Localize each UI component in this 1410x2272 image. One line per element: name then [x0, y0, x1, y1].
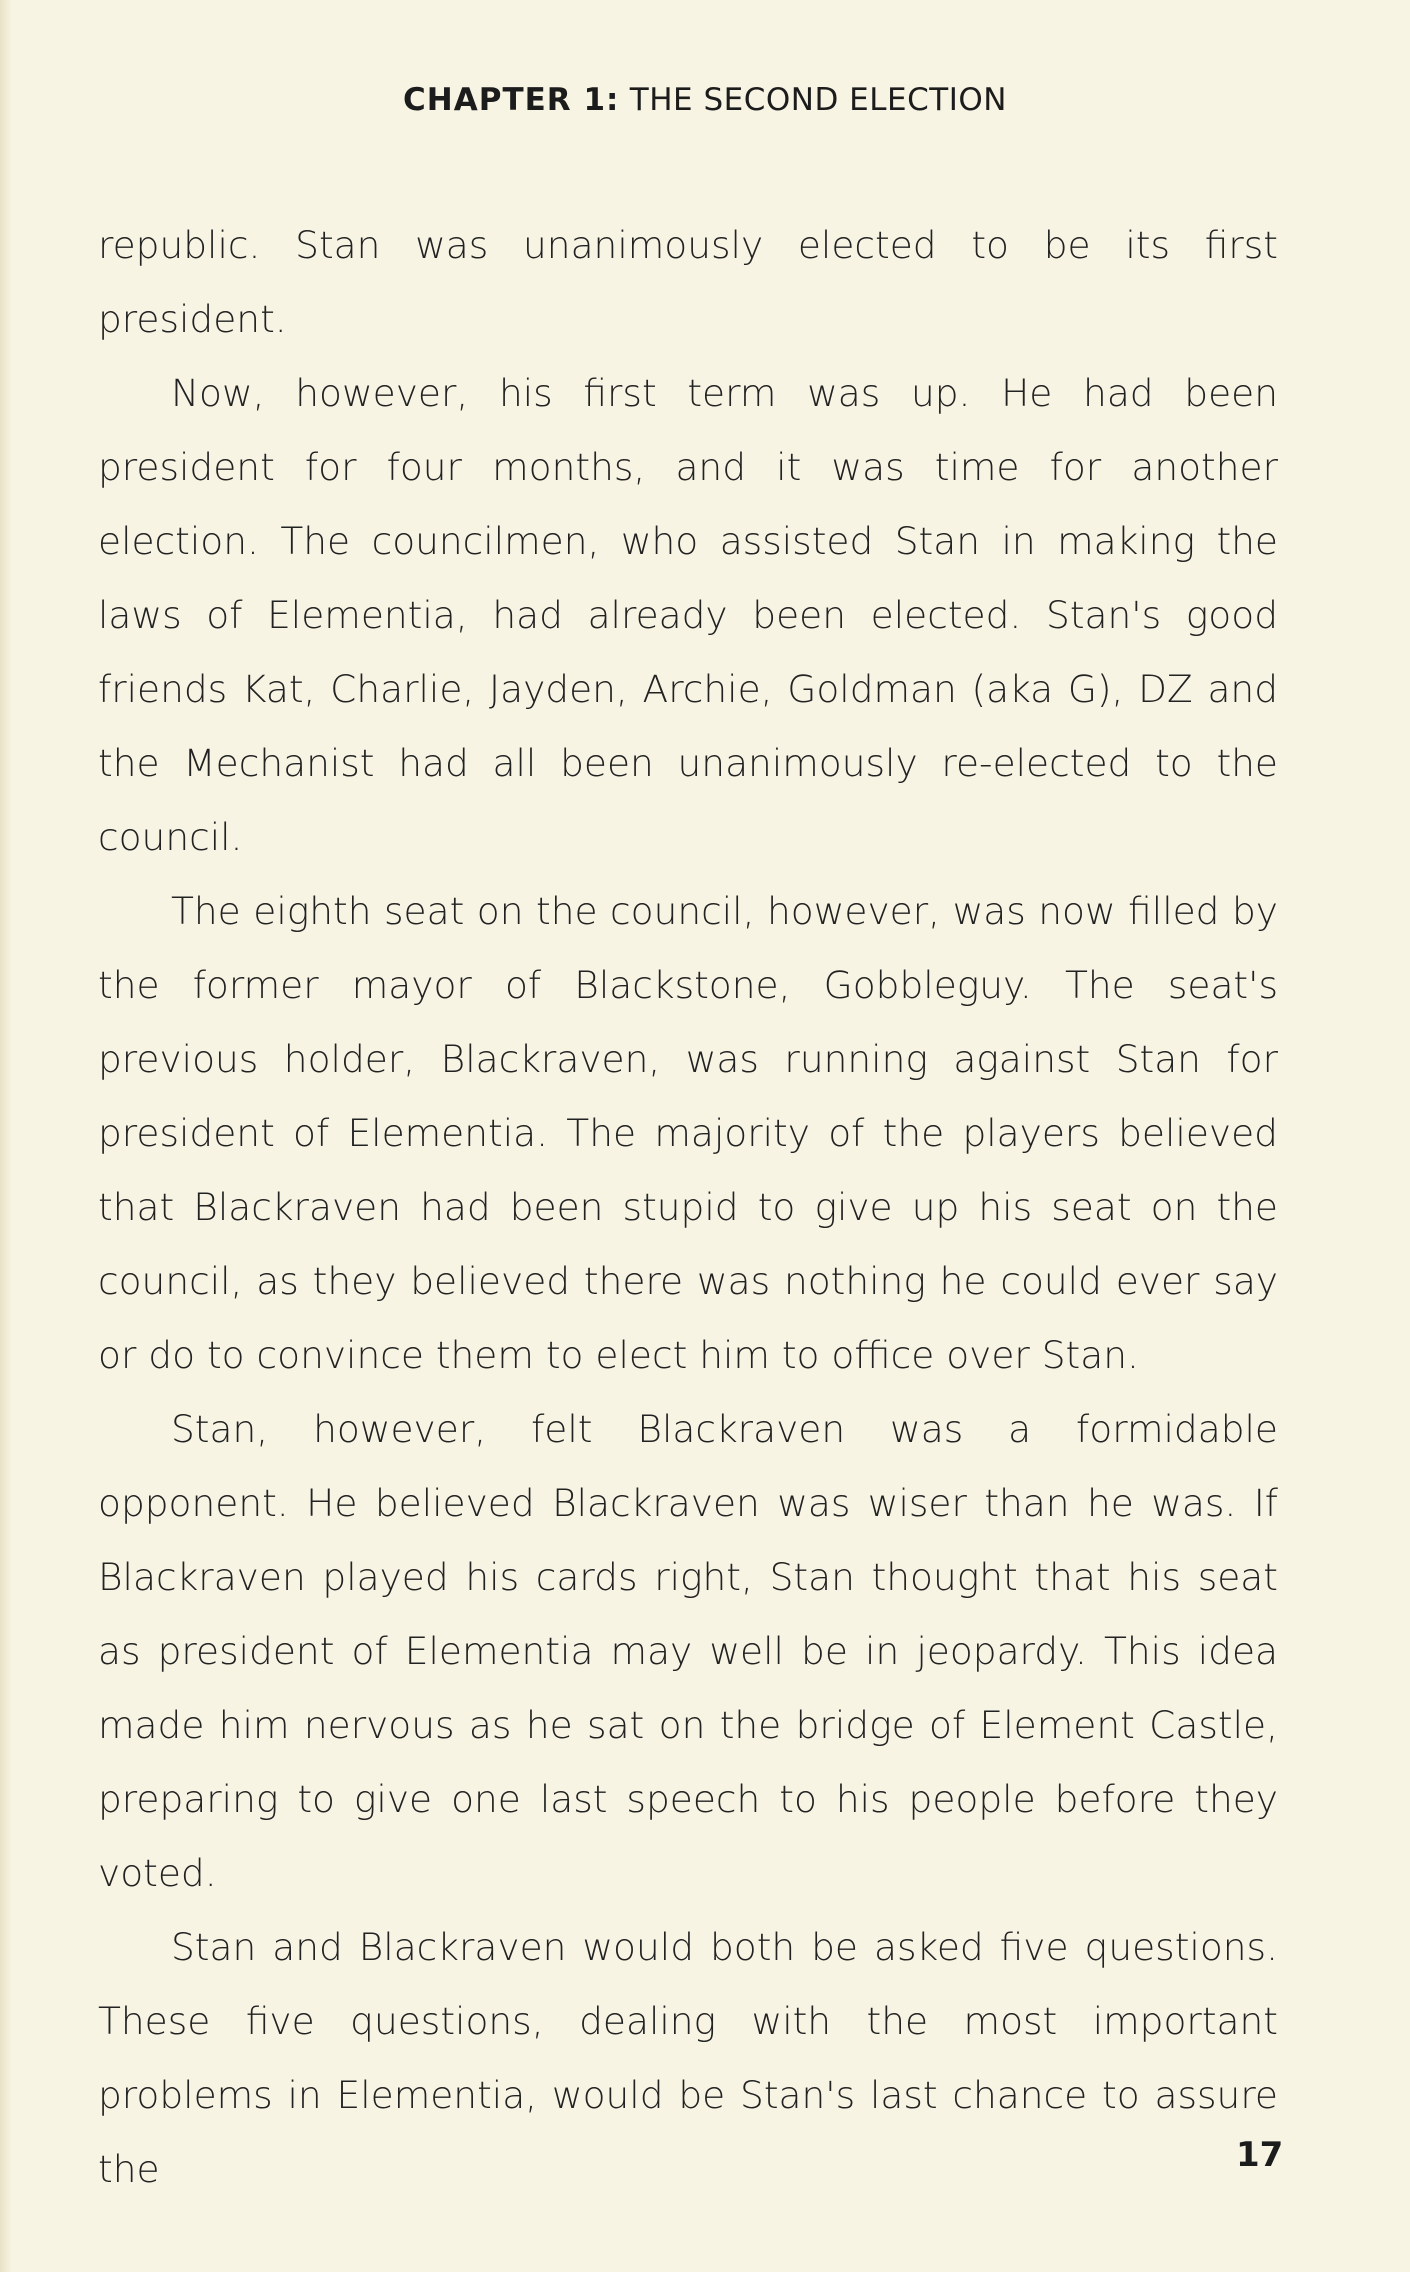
- chapter-label: CHAPTER 1:: [403, 82, 620, 118]
- running-header: [0, 82, 1410, 118]
- page-edge: [0, 0, 12, 2272]
- paragraph: Stan and Blackraven would both be asked five questions. These five questions, dealing with the most important problems in Elementia, would be Stan's last chance to assure the: [98, 1925, 1278, 2191]
- page-number: 17: [1236, 2135, 1284, 2175]
- paragraph: Stan, however, felt Blackraven was a formidable opponent. He believed Blackraven was wiser than he was. If Blackraven played his cards right, Stan thought that his seat as president of Elementia may well be in jeopardy. This idea made him nervous as he sat on the bridge of Element Castle, preparing to give one last speech to his people before they voted.: [98, 1407, 1278, 1895]
- body-text: [98, 208, 1278, 2206]
- paragraph: The eighth seat on the council, however, was now filled by the former mayor of Blackstone, Gobbleguy. The seat's previous holder, Blackraven, was running against Stan for president of Elementia. The majority of the players believed that Blackraven had been stupid to give up his seat on the council, as they believed there was nothing he could ever say or do to convince them to elect him to office over Stan.: [98, 889, 1278, 1377]
- chapter-title: THE SECOND ELECTION: [629, 82, 1007, 118]
- paragraph: Now, however, his first term was up. He had been president for four months, and it was time for another election. The councilmen, who assisted Stan in making the laws of Elementia, had already been elected. Stan's good friends Kat, Charlie, Jayden, Archie, Goldman (aka G), DZ and the Mechanist had all been unanimously re-elected to the council.: [98, 371, 1278, 859]
- paragraph: republic. Stan was unanimously elected to be its first president.: [98, 223, 1278, 341]
